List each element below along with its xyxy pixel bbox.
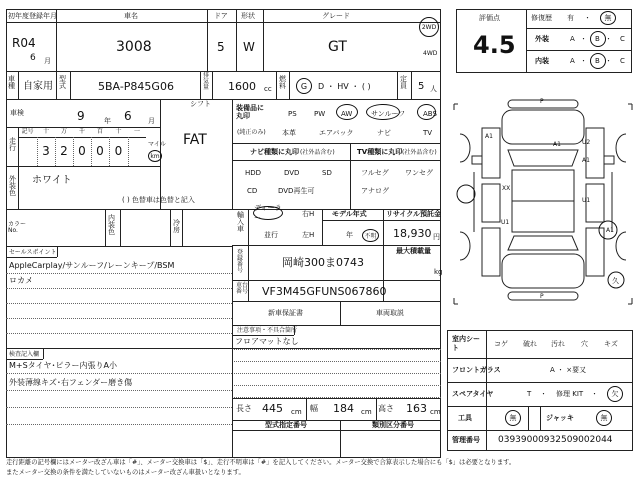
navi-label: ナビ種類に丸印: [250, 148, 299, 156]
vehicle-class: 自家用: [23, 81, 53, 92]
ruled-line-text: M+Sタイヤ･ピラー内張りA小: [9, 361, 117, 370]
grade-separator: ・: [605, 57, 612, 65]
fuel-g: G: [300, 81, 308, 91]
vehicle-class-label: 車種: [8, 75, 15, 90]
displacement-label: 排気量: [203, 72, 210, 91]
mileage-unit-mile: マイル: [148, 141, 166, 148]
navi-type: SD: [322, 169, 332, 177]
height-label: 高さ: [378, 404, 394, 413]
spare-option-t: T: [527, 390, 532, 398]
mileage-digit: 3: [42, 144, 50, 158]
score-interior-label: 内装: [535, 57, 549, 65]
mark-front-left: A1: [485, 133, 493, 140]
seat-option: 破れ: [523, 340, 537, 348]
mgmt-label: 管理番号: [452, 436, 480, 444]
ruled-line: [232, 385, 441, 386]
equipment-item: PS: [288, 110, 297, 118]
grade-letter: C: [620, 35, 625, 43]
chassis-value: VF3M45GFUNS067860: [262, 285, 387, 298]
spare-none: 欠: [611, 390, 619, 398]
navi-type: DVD: [284, 169, 300, 177]
mileage-digit-header: 十: [42, 128, 49, 135]
mark-front-pillar: P: [540, 98, 544, 105]
ruled-line: [6, 373, 232, 374]
ruled-line: [6, 390, 232, 391]
equipment-item: TV: [423, 129, 433, 137]
equipment-ring: [366, 104, 400, 120]
height-unit: cm: [430, 408, 441, 416]
mileage-digit-header: 記号: [21, 128, 34, 135]
mileage-digit: 0: [96, 144, 104, 158]
front-glass-options: A ・ ×要又: [550, 366, 587, 374]
mileage-km-ring: [148, 150, 162, 162]
car-diagram: [452, 92, 634, 320]
ruled-line: [6, 318, 232, 319]
grade-ring: [590, 31, 606, 47]
ruled-line-text: ロカメ: [9, 276, 33, 285]
tv-label: TV種類に丸印: [357, 148, 403, 156]
model-year-label: モデル年式: [332, 210, 367, 218]
recycle-label: リサイクル預託金: [386, 210, 442, 218]
mark-rear-pillar: P: [540, 293, 544, 300]
front-glass-label: フロントガラス: [452, 366, 501, 374]
width-value: 184: [333, 402, 354, 415]
grade-letter: B: [595, 35, 600, 43]
handle-right: 右H: [302, 210, 315, 218]
equipment-label: 装備品に丸印: [236, 104, 264, 121]
mileage-digit: 0: [114, 144, 123, 158]
equipment-item: 本革: [282, 129, 296, 137]
height-value: 163: [406, 402, 427, 415]
max-load-label: 最大積載量: [396, 247, 431, 255]
import-label: 輸入車: [237, 211, 244, 233]
ruled-line: [232, 361, 441, 362]
equipment-item: PW: [314, 110, 326, 118]
jack-label: ジャッキ: [546, 414, 574, 422]
mileage-digit: 2: [60, 144, 68, 158]
ruled-line-text: フロアマットなし: [235, 337, 299, 346]
width-unit: cm: [361, 408, 372, 416]
inspection-label: 車検: [10, 109, 24, 117]
mark-a1-right: A1: [606, 227, 614, 234]
ruled-line-text: AppleCarplay/サンルーフ/レーンキープ/BSM: [9, 261, 175, 270]
ruled-line: [6, 303, 232, 304]
ruled-line: [6, 407, 232, 408]
repair-yes: 有: [567, 14, 574, 22]
model-year-unknown-ring: [362, 229, 379, 242]
seat-option: コゲ: [494, 340, 508, 348]
reg-month: 6: [30, 53, 36, 63]
navi-type: HDD: [245, 169, 262, 177]
inspection-year-suffix: 年: [104, 117, 111, 125]
mark-u1-left: U1: [501, 219, 510, 226]
inspection-month: 6: [124, 109, 132, 123]
mark-a1-mid: A1: [582, 157, 590, 164]
inspector-label: 検査記入欄: [9, 351, 40, 358]
spare-none-ring: [607, 386, 623, 402]
jack-value: 無: [600, 414, 608, 422]
shape-value: W: [243, 40, 255, 54]
width-label: 幅: [310, 404, 318, 413]
mileage-digit-header: 十: [115, 128, 122, 135]
tv-type: アナログ: [361, 187, 389, 195]
chassis-label: 車台番号: [236, 282, 249, 295]
tv-sub: (社外品含む): [402, 149, 437, 156]
grade-separator: ・: [605, 35, 612, 43]
max-load-unit: kg: [434, 268, 443, 276]
door-label: ドア: [214, 12, 228, 20]
capacity-unit: 人: [430, 85, 437, 93]
navi-sub: (社外品含む): [300, 149, 335, 156]
drive-2wd: 2WD: [421, 23, 437, 31]
inspection-month-suffix: 月: [148, 117, 155, 125]
grade-ring: [590, 53, 606, 69]
shift-label: シフト: [190, 100, 211, 108]
capacity-value: 5: [418, 81, 425, 92]
ruled-line-text: 外装薄線キズ･右フェンダー磨き傷: [9, 378, 133, 387]
grade-label: グレード: [322, 12, 350, 20]
navi-type: DVD再生可: [278, 187, 315, 195]
equipment-item: ABS: [423, 110, 437, 118]
repair-no: 無: [604, 14, 612, 22]
tools-label: 工具: [458, 414, 472, 422]
spare-label: スペアタイヤ: [452, 390, 494, 398]
capacity-label: 定員: [400, 75, 407, 90]
door-value: 5: [217, 40, 225, 54]
sales-point-label: セールスポイント: [9, 249, 57, 256]
length-label: 長さ: [236, 404, 252, 413]
shape-label: 形状: [241, 12, 255, 20]
length-unit: cm: [291, 408, 302, 416]
import-parallel: 並行: [264, 231, 278, 239]
car-name: 3008: [116, 39, 152, 55]
equipment-item: サンルーフ: [371, 110, 406, 118]
repair-label: 修復歴: [531, 14, 552, 22]
fuel-label: 燃料: [279, 75, 286, 90]
recycle-amount: 18,930: [393, 227, 432, 240]
mgmt-number: 03939000932509002044: [498, 435, 613, 445]
drive-2wd-ring: [419, 17, 439, 37]
seat-option: 穴: [581, 340, 588, 348]
mileage-divider: [128, 137, 129, 166]
mileage-digit-header: 百: [96, 128, 103, 135]
ruled-line: [6, 273, 232, 274]
mileage-digit-header: 万: [60, 128, 67, 135]
grade-separator: ・: [580, 35, 587, 43]
mileage-digit-header: 千: [78, 128, 85, 135]
manual: 車両取説: [376, 309, 404, 317]
tv-type: フルセグ: [361, 169, 389, 177]
import-dealer-ring: [253, 206, 283, 220]
color-no-label: カラーNo.: [8, 221, 27, 234]
ruled-line: [6, 424, 232, 425]
reg-year-era: R04: [12, 36, 36, 50]
exterior-color: ホワイト: [32, 175, 72, 186]
footnote-2: またメーター交換の条件を満たしていないものはメーター改ざん車扱いとなります。: [6, 469, 245, 476]
fuel-g-ring: [296, 78, 312, 94]
plate-value: 岡崎300ま0743: [282, 256, 364, 269]
equipment-item: ナビ: [377, 129, 391, 137]
mark-a1-small: A1: [553, 141, 561, 148]
recycle-unit: 円: [433, 233, 440, 241]
inspection-year: 9: [77, 109, 85, 123]
spare-option-kit: 修理 KIT: [556, 390, 584, 398]
ruled-line: [6, 288, 232, 289]
mileage-digit: 0: [78, 144, 86, 158]
ruled-line: [232, 373, 441, 374]
jack-value-ring: [596, 410, 612, 426]
mileage-digit-header: 一: [133, 128, 140, 135]
mark-u1-mid: U1: [582, 197, 591, 204]
seat-option: 汚れ: [551, 340, 565, 348]
grade-letter: A: [570, 35, 575, 43]
grade-letter: A: [570, 57, 575, 65]
length-value: 445: [262, 402, 283, 415]
grade-letter: C: [620, 57, 625, 65]
displacement-value: 1600: [228, 80, 256, 93]
color-note: ( ) 色替車は色替と記入: [122, 196, 195, 204]
caution-label: 注意事項・不具合箇所: [237, 327, 298, 334]
mileage-label: 走行: [9, 137, 16, 152]
grade-letter: B: [595, 57, 600, 65]
score-exterior-label: 外装: [535, 35, 549, 43]
score-label: 評価点: [479, 14, 500, 22]
grade-value: GT: [328, 39, 347, 55]
model-year-suffix: 年: [346, 231, 353, 239]
equipment-ring: [417, 104, 436, 120]
cold-label: 冷房: [173, 219, 180, 234]
model-label: 型式: [59, 75, 66, 90]
displacement-unit: cc: [264, 85, 272, 93]
equipment-item: AW: [341, 110, 353, 118]
mark-bumper: 久: [612, 277, 619, 285]
plate-label: 登録番号: [237, 249, 244, 274]
reg-year-label: 初年度登録年月: [8, 12, 57, 20]
tools-value-ring: [505, 410, 521, 426]
shift-value: FAT: [183, 132, 207, 148]
class-label: 類別区分番号: [372, 421, 414, 429]
ruled-line: [6, 333, 232, 334]
drive-4wd: 4WD: [423, 50, 438, 57]
grade-separator: ・: [580, 57, 587, 65]
reg-month-suffix: 月: [44, 57, 51, 65]
repair-no-ring: [600, 11, 616, 25]
navi-type: CD: [247, 187, 258, 195]
equipment-sub: (純正のみ): [237, 129, 266, 136]
new-warranty: 新車保証書: [268, 309, 303, 317]
score-value: 4.5: [473, 31, 516, 59]
mark-u2: U2: [582, 139, 591, 146]
exterior-color-label: 外装色: [9, 175, 16, 197]
interior-color-label: 内装色: [108, 214, 115, 236]
import-dealer: ディーラー: [254, 204, 282, 222]
seat-option: キズ: [604, 340, 618, 348]
equipment-item: エアバック: [319, 129, 354, 137]
car-name-label: 車名: [124, 12, 138, 20]
type-cert-label: 型式指定番号: [265, 421, 307, 429]
mark-xx: XX: [502, 185, 511, 192]
tools-value: 無: [509, 414, 517, 422]
equipment-ring: [336, 104, 358, 120]
tv-type: ワンセグ: [405, 169, 433, 177]
handle-left: 左H: [302, 231, 315, 239]
mileage-unit-km: km: [150, 152, 160, 160]
model-value: 5BA-P845G06: [98, 80, 174, 93]
footnote-1: 走行距離の記号欄にはメーター改ざん車は「#」、メーター交換車は「$」、走行不明車は「#」を記入してください。メーター交換で合算表示した場合にも「$」は必要となります。: [6, 459, 516, 466]
model-year-unknown: 不明: [364, 233, 377, 240]
interior-seat-label: 室内シート: [452, 335, 480, 353]
ruled-line: [232, 349, 441, 350]
fuel-others: D ・ HV ・ ( ): [318, 82, 371, 91]
